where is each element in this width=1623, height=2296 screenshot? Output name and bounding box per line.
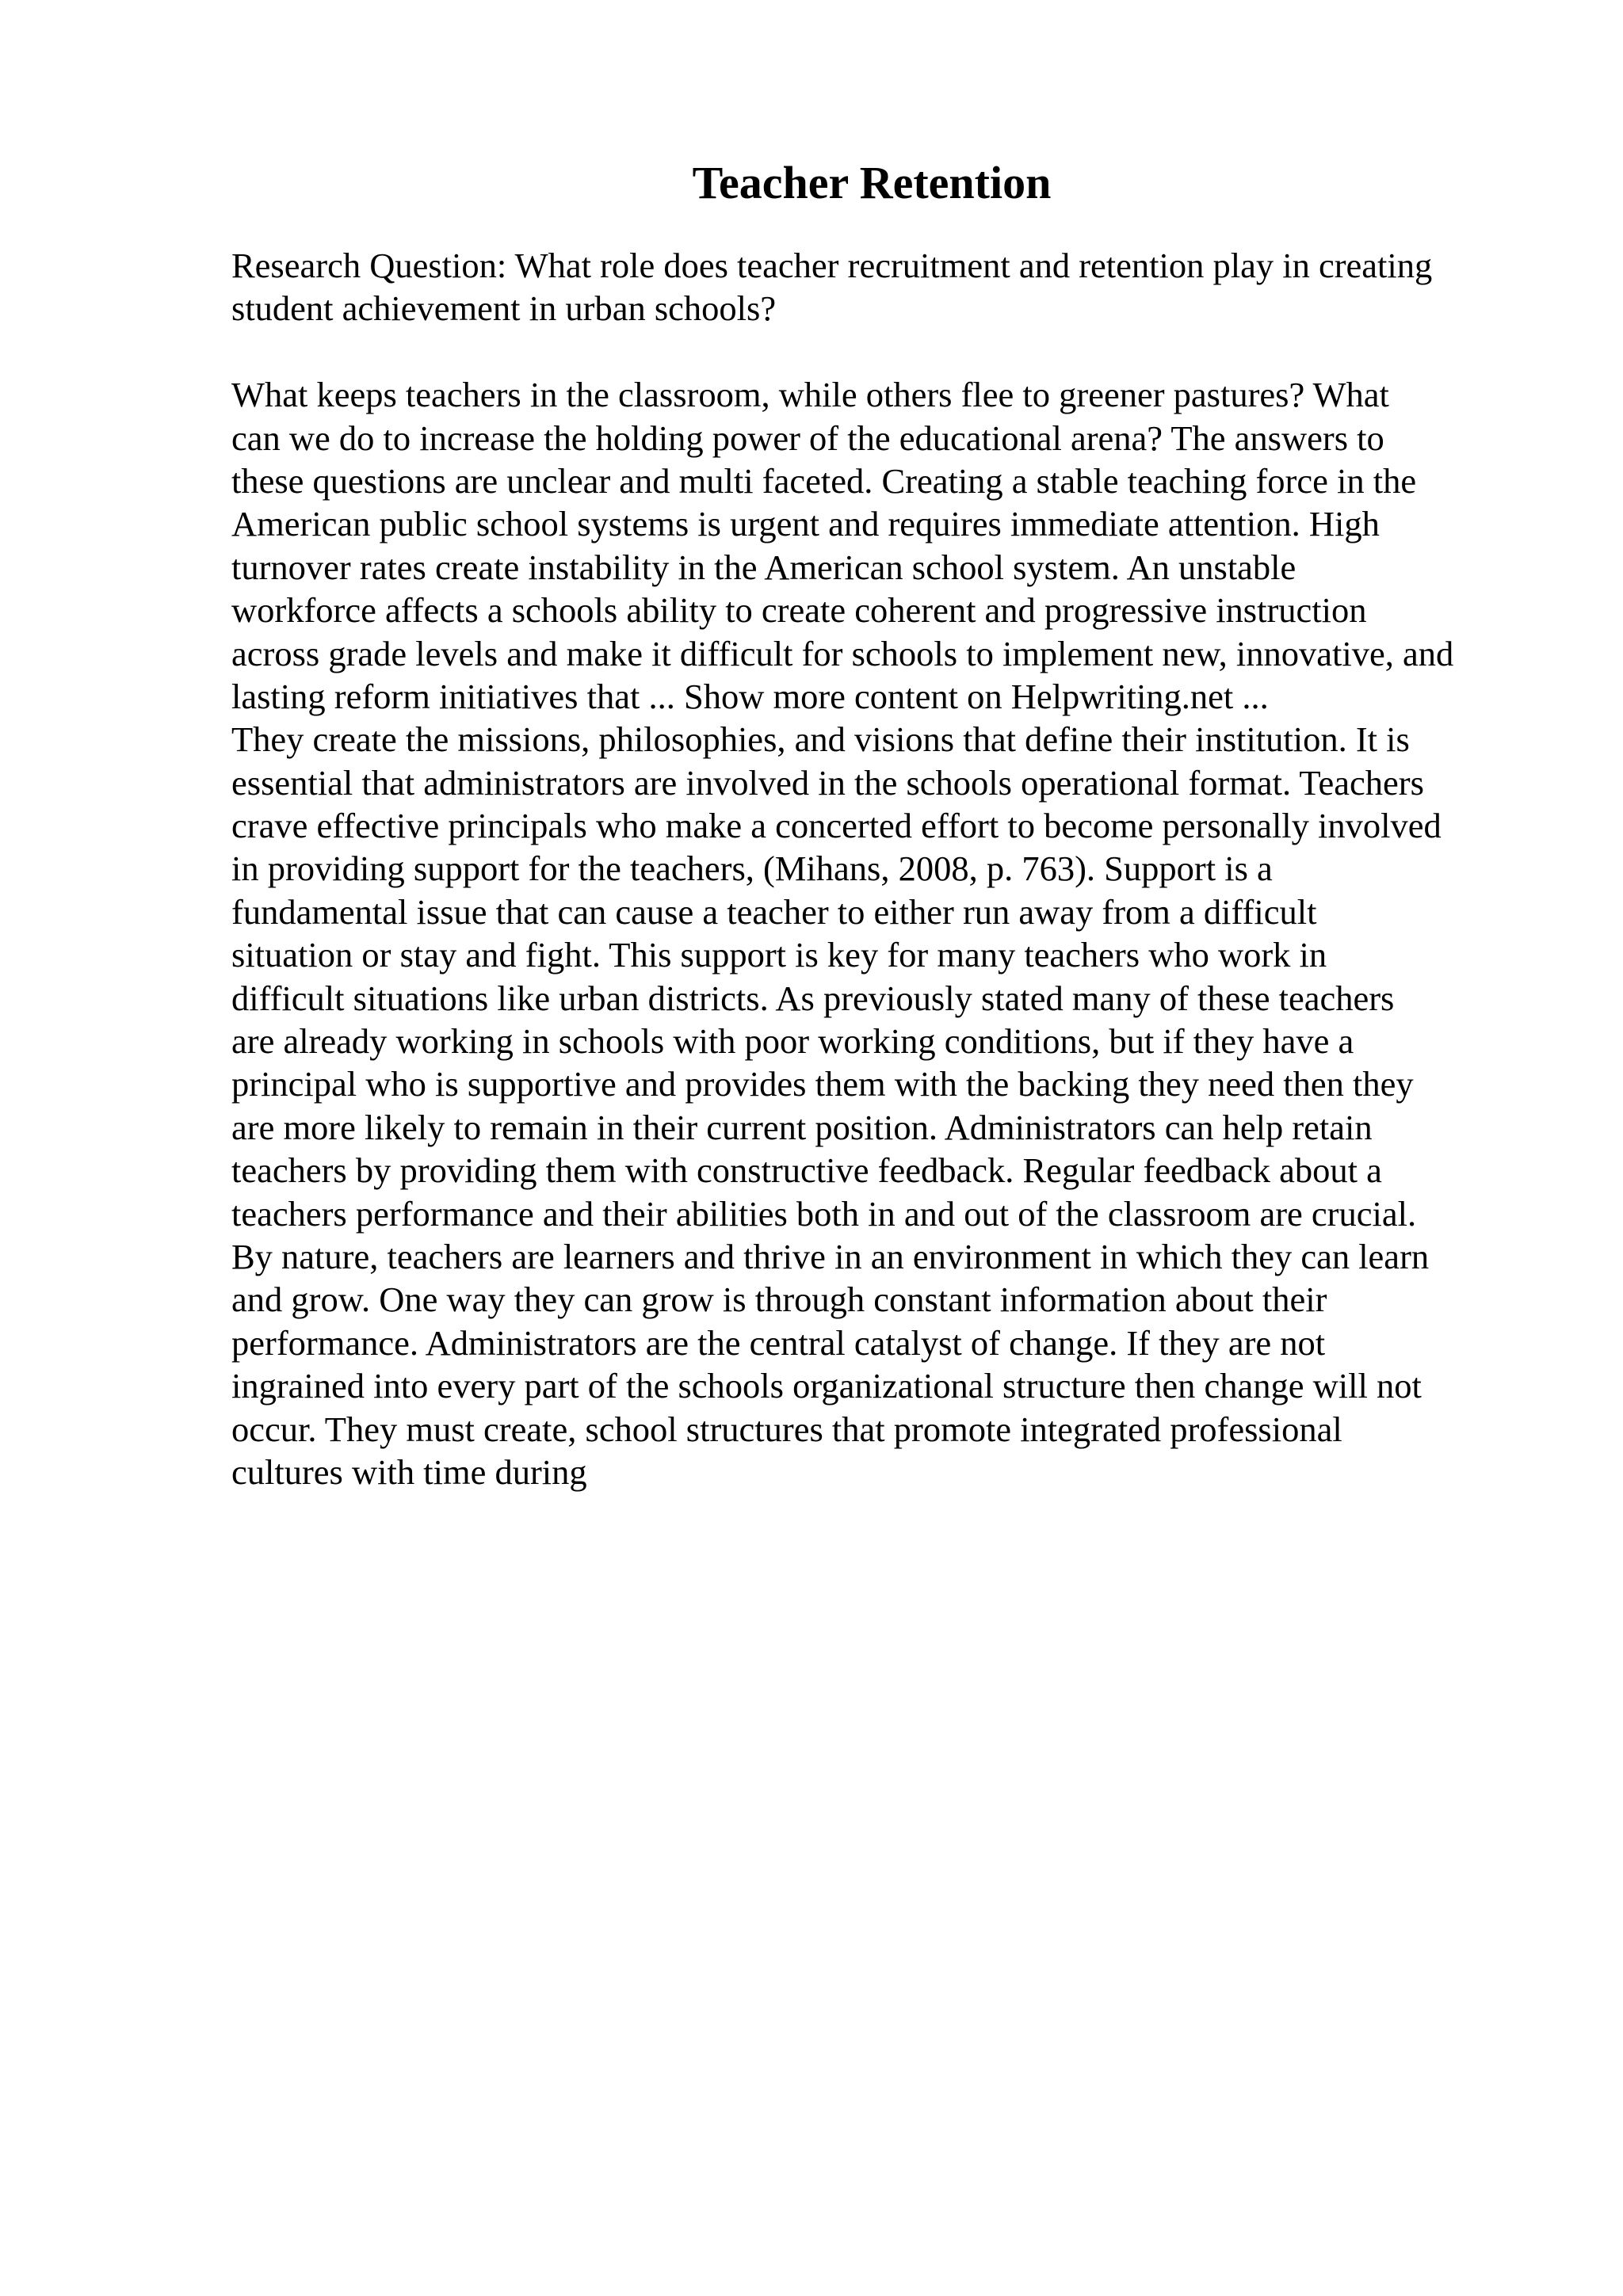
text-line: essential that administrators are involved in the schools operational format. Teachers (231, 762, 1424, 803)
text-line: Research Question: What role does teacher recruitment and retention play in creating (231, 246, 1433, 285)
text-line: What keeps teachers in the classroom, while others flee to greener pastures? What (231, 375, 1389, 415)
text-line: cultures with time during (231, 1451, 587, 1492)
text-line: and grow. One way they can grow is through constant information about their (231, 1280, 1327, 1320)
text-line: teachers performance and their abilities both in and out of the classroom are crucial. (231, 1193, 1417, 1234)
text-line: workforce affects a schools ability to create coherent and progressive instruction (231, 590, 1367, 631)
text-line: situation or stay and fight. This support is key for many teachers who work in (231, 935, 1327, 975)
text-line: They create the missions, philosophies, and visions that define their institution. It is (231, 719, 1410, 760)
text-line: difficult situations like urban districts. As previously stated many of these teachers (231, 978, 1395, 1018)
text-line: principal who is supportive and provides them with the backing they need then they (231, 1064, 1414, 1104)
text-line: fundamental issue that can cause a teacher to either run away from a difficult (231, 891, 1317, 932)
body-paragraph (231, 373, 1623, 1493)
text-line: teachers by providing them with constructive feedback. Regular feedback about a (231, 1150, 1382, 1191)
research-question (231, 244, 1623, 330)
document-title: Teacher Retention (692, 157, 1052, 208)
document-body (231, 244, 1623, 1493)
text-line: in providing support for the teachers, (Mihans, 2008, p. 763). Support is a (231, 849, 1273, 889)
text-line: ingrained into every part of the schools organizational structure then change will not (231, 1366, 1422, 1406)
text-line: occur. They must create, school structures that promote integrated professional (231, 1409, 1342, 1449)
text-line: are already working in schools with poor working conditions, but if they have a (231, 1021, 1354, 1062)
text-line: American public school systems is urgent and requires immediate attention. High (231, 504, 1380, 544)
text-line: lasting reform initiatives that ... Show more content on Helpwriting.net ... (231, 676, 1269, 716)
text-line: turnover rates create instability in the American school system. An unstable (231, 547, 1296, 587)
text-line: these questions are unclear and multi faceted. Creating a stable teaching force in the (231, 460, 1417, 501)
text-line: student achievement in urban schools? (231, 288, 777, 329)
text-line: crave effective principals who make a concerted effort to become personally involved (231, 806, 1442, 846)
text-line: across grade levels and make it difficult for schools to implement new, innovative, and (231, 633, 1454, 673)
paragraph-gap (231, 330, 1623, 373)
text-line: performance. Administrators are the central catalyst of change. If they are not (231, 1322, 1326, 1363)
text-line: are more likely to remain in their current position. Administrators can help retain (231, 1107, 1373, 1147)
text-line: can we do to increase the holding power of the educational arena? The answers to (231, 418, 1384, 458)
text-line: By nature, teachers are learners and thrive in an environment in which they can learn (231, 1236, 1430, 1276)
